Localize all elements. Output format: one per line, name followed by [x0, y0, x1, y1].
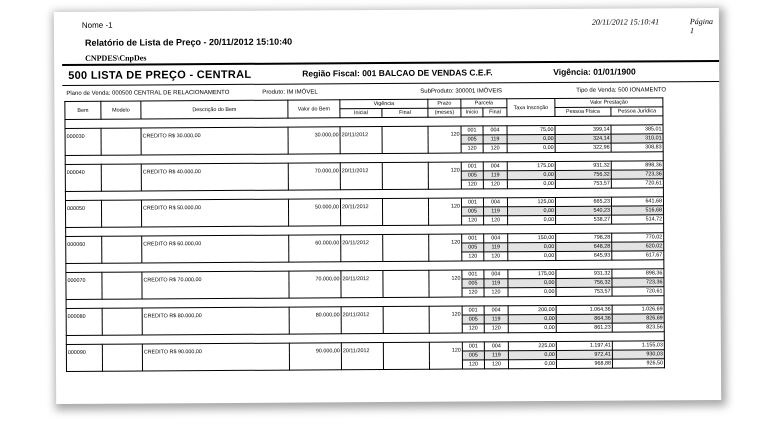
cell-taxa: 0,00 — [508, 323, 556, 332]
subproduto: SubProduto: 300001 IMÓVEIS — [420, 88, 503, 95]
cell-prazo: 120 — [429, 306, 462, 333]
cell-modelo — [102, 272, 142, 299]
cell-parcela-inicio: 005 — [462, 351, 484, 360]
cell-parcela-final: 004 — [484, 270, 508, 279]
cell-taxa: 0,00 — [507, 143, 555, 152]
cell-descricao: CREDITO R$ 70.000,00 — [142, 271, 289, 299]
cell-taxa: 150,00 — [508, 233, 556, 242]
cell-pf: 968,88 — [556, 359, 612, 368]
cell-pf: 753,57 — [556, 287, 612, 296]
report-page — [54, 8, 721, 404]
col-meses: (meses) — [428, 108, 461, 117]
cell-pj: 385,01 — [611, 125, 663, 134]
cell-descricao: CREDITO R$ 90.000,00 — [142, 343, 289, 371]
cell-taxa: 0,00 — [508, 215, 556, 224]
cell-pj: 723,36 — [611, 170, 663, 179]
col-valor: Valor do Bem — [288, 100, 340, 118]
cell-modelo — [101, 128, 141, 155]
page-number: Página 1 — [689, 17, 714, 36]
cell-taxa: 0,00 — [507, 134, 555, 143]
cell-taxa: 0,00 — [508, 278, 556, 287]
col-taxa: Taxa Inscrição — [507, 98, 555, 116]
cell-parcela-final: 120 — [484, 216, 508, 225]
cell-parcela-inicio: 001 — [461, 198, 483, 207]
cell-parcela-final: 120 — [484, 252, 508, 261]
cell-parcela-inicio: 120 — [462, 324, 484, 333]
cell-pf: 538,27 — [556, 215, 612, 224]
table-body — [65, 116, 665, 372]
cell-bem: 000050 — [65, 200, 101, 227]
col-parcela-final: Final — [483, 108, 507, 117]
cell-pf: 399,14 — [555, 125, 611, 134]
cell-pj: 898,36 — [611, 161, 663, 170]
cell-pj: 826,69 — [612, 314, 664, 323]
cell-prazo: 120 — [429, 342, 462, 369]
cell-descricao: CREDITO R$ 50.000,00 — [141, 199, 288, 227]
cell-parcela-final: 119 — [484, 315, 508, 324]
cell-vig-inicial: 20/11/2012 — [341, 307, 383, 334]
cell-parcela-inicio: 005 — [462, 315, 484, 324]
cell-vig-inicial: 20/11/2012 — [340, 163, 382, 190]
report-title: Relatório de Lista de Preço - 20/11/2012 15:10:40 — [84, 36, 293, 48]
cell-pj: 1.026,69 — [612, 305, 664, 314]
cell-modelo — [101, 164, 141, 191]
cell-prazo: 120 — [428, 126, 461, 153]
col-pf: Pessoa Física — [555, 107, 611, 116]
col-modelo: Modelo — [101, 101, 141, 119]
cell-parcela-final: 119 — [484, 351, 508, 360]
cell-parcela-inicio: 001 — [462, 234, 484, 243]
cell-pj: 1.155,03 — [612, 341, 664, 350]
cell-pf: 665,23 — [555, 197, 611, 206]
cell-pf: 648,28 — [556, 242, 612, 251]
cell-taxa: 0,00 — [507, 179, 555, 188]
cell-taxa: 200,00 — [508, 305, 556, 314]
cell-pj: 308,83 — [611, 143, 663, 152]
cell-pf: 540,23 — [556, 206, 612, 215]
cell-vig-final — [383, 234, 429, 261]
cell-valor: 50.000,00 — [288, 199, 340, 226]
cell-bem: 000030 — [65, 128, 101, 155]
cell-parcela-final: 004 — [484, 342, 508, 351]
regiao-fiscal: Região Fiscal: 001 BALCAO DE VENDAS C.E.F. — [302, 67, 493, 79]
cell-taxa: 0,00 — [508, 206, 556, 215]
cell-pf: 931,32 — [555, 161, 611, 170]
cell-pj: 720,61 — [612, 287, 664, 296]
cell-vig-inicial: 20/11/2012 — [341, 235, 383, 262]
cell-taxa: 75,00 — [507, 125, 555, 134]
cell-vig-final — [382, 162, 428, 189]
col-parcela-inicio: Inicio — [461, 108, 483, 117]
cell-parcela-final: 120 — [484, 288, 508, 297]
cell-pf: 861,23 — [556, 323, 612, 332]
cell-pj: 620,02 — [612, 242, 664, 251]
col-vigencia: Vigência — [340, 99, 428, 109]
cell-valor: 30.000,00 — [288, 127, 340, 154]
cell-vig-final — [383, 342, 429, 369]
cell-parcela-inicio: 120 — [462, 288, 484, 297]
cell-parcela-final: 119 — [483, 135, 507, 144]
cell-bem: 000040 — [65, 164, 101, 191]
cell-parcela-inicio: 001 — [462, 342, 484, 351]
col-pj: Pessoa Jurídica — [611, 107, 663, 116]
cell-vig-final — [383, 270, 429, 297]
cell-taxa: 0,00 — [508, 350, 556, 359]
cell-valor: 90.000,00 — [289, 343, 341, 370]
cell-prazo: 120 — [429, 270, 462, 297]
cell-parcela-inicio: 001 — [462, 306, 484, 315]
title-rule-top — [62, 60, 719, 66]
cell-parcela-inicio: 005 — [462, 279, 484, 288]
vigencia-header: Vigência: 01/01/1900 — [553, 66, 636, 77]
cell-parcela-inicio: 120 — [461, 180, 483, 189]
cell-pj: 310,01 — [611, 134, 663, 143]
col-vig-final: Final — [382, 108, 428, 117]
col-bem: Bem — [65, 101, 101, 119]
cell-taxa: 0,00 — [508, 251, 556, 260]
col-prazo: Prazo — [428, 99, 461, 108]
cell-descricao: CREDITO R$ 60.000,00 — [142, 235, 289, 263]
cell-parcela-inicio: 005 — [461, 171, 483, 180]
print-timestamp: 20/11/2012 15:10:41 — [591, 17, 660, 27]
cell-pf: 324,14 — [555, 134, 611, 143]
cell-parcela-final: 004 — [484, 306, 508, 315]
cell-parcela-final: 119 — [484, 279, 508, 288]
cell-valor: 70.000,00 — [289, 271, 341, 298]
title-rule-bottom — [62, 81, 719, 86]
cell-pf: 798,28 — [556, 233, 612, 242]
cell-pj: 617,67 — [612, 251, 664, 260]
cell-pj: 823,56 — [612, 323, 664, 332]
cell-parcela-inicio: 120 — [462, 216, 484, 225]
cell-descricao: CREDITO R$ 80.000,00 — [142, 307, 289, 335]
cell-pf: 864,36 — [556, 314, 612, 323]
cell-pf: 322,96 — [555, 143, 611, 152]
cell-bem: 000070 — [66, 272, 102, 299]
cell-vig-final — [382, 126, 428, 153]
cell-taxa: 0,00 — [508, 314, 556, 323]
cell-parcela-inicio: 001 — [461, 162, 483, 171]
cell-vig-inicial: 20/11/2012 — [341, 343, 383, 370]
cell-parcela-final: 004 — [483, 162, 507, 171]
cell-pf: 756,32 — [555, 170, 611, 179]
cell-parcela-inicio: 120 — [462, 360, 484, 369]
cell-prazo: 120 — [429, 234, 462, 261]
col-descricao: Descrição do Bem — [141, 100, 288, 119]
cell-pj: 926,50 — [612, 359, 664, 368]
cell-parcela-final: 004 — [483, 198, 507, 207]
col-parcela: Parcela — [461, 99, 507, 108]
cell-parcela-inicio: 001 — [461, 126, 483, 135]
cell-pj: 514,72 — [612, 215, 664, 224]
cell-parcela-final: 119 — [484, 207, 508, 216]
cell-taxa: 0,00 — [508, 287, 556, 296]
cell-descricao: CREDITO R$ 40.000,00 — [141, 163, 288, 191]
cell-bem: 000080 — [66, 308, 102, 335]
cell-parcela-inicio: 005 — [462, 207, 484, 216]
cell-pf: 972,41 — [556, 350, 612, 359]
col-valor-prestacao: Valor Prestação — [555, 98, 663, 108]
cell-valor: 60.000,00 — [289, 235, 341, 262]
cell-taxa: 175,00 — [507, 161, 555, 170]
cell-parcela-inicio: 005 — [461, 135, 483, 144]
cell-pj: 641,68 — [611, 197, 663, 206]
cell-pf: 931,32 — [556, 269, 612, 278]
cell-pj: 930,03 — [612, 350, 664, 359]
cell-vig-inicial: 20/11/2012 — [340, 127, 382, 154]
cell-bem: 000090 — [66, 344, 102, 371]
cell-pj: 898,36 — [612, 269, 664, 278]
cell-vig-final — [383, 306, 429, 333]
cell-taxa: 0,00 — [508, 359, 556, 368]
cell-parcela-final: 120 — [484, 324, 508, 333]
cell-pj: 723,36 — [612, 278, 664, 287]
cell-parcela-final: 120 — [483, 180, 507, 189]
cell-pf: 1.064,36 — [556, 305, 612, 314]
cell-taxa: 225,00 — [508, 341, 556, 350]
col-vig-inicial: Inicial — [340, 109, 382, 118]
cell-parcela-final: 119 — [483, 171, 507, 180]
cell-parcela-final: 119 — [484, 243, 508, 252]
cell-modelo — [101, 200, 141, 227]
cell-vig-inicial: 20/11/2012 — [340, 199, 382, 226]
cell-prazo: 120 — [428, 198, 461, 225]
cell-pf: 1.197,41 — [556, 341, 612, 350]
cell-parcela-inicio: 001 — [462, 270, 484, 279]
cell-valor: 80.000,00 — [289, 307, 341, 334]
tipo-venda: Tipo de Venda: 500 IONAMENTO — [576, 87, 667, 94]
list-title: 500 LISTA DE PREÇO - CENTRAL — [68, 68, 252, 82]
cell-valor: 70.000,00 — [288, 163, 340, 190]
cell-taxa: 125,00 — [507, 197, 555, 206]
price-table — [64, 97, 665, 372]
cell-descricao: CREDITO R$ 30.000,00 — [141, 127, 288, 155]
plano-venda: Plano de Venda: 000500 CENTRAL DE RELACIONAMENTO — [66, 89, 230, 97]
user-path: CNPDES\CnpDes — [85, 53, 147, 63]
cell-vig-final — [382, 198, 428, 225]
cell-parcela-final: 120 — [484, 360, 508, 369]
cell-modelo — [102, 344, 142, 371]
cell-parcela-inicio: 120 — [461, 144, 483, 153]
cell-prazo: 120 — [428, 162, 461, 189]
cell-parcela-inicio: 120 — [462, 252, 484, 261]
nome-label: Nome -1 — [81, 20, 113, 30]
cell-bem: 000060 — [66, 236, 102, 263]
cell-taxa: 0,00 — [507, 170, 555, 179]
cell-pf: 753,57 — [555, 179, 611, 188]
cell-pj: 720,61 — [611, 179, 663, 188]
cell-taxa: 175,00 — [508, 269, 556, 278]
cell-pj: 770,02 — [612, 233, 664, 242]
cell-vig-inicial: 20/11/2012 — [341, 271, 383, 298]
cell-parcela-inicio: 005 — [462, 243, 484, 252]
cell-modelo — [102, 236, 142, 263]
cell-pf: 756,32 — [556, 278, 612, 287]
produto: Produto: IM IMÓVEL — [262, 89, 318, 96]
cell-taxa: 0,00 — [508, 242, 556, 251]
cell-modelo — [102, 308, 142, 335]
cell-parcela-final: 120 — [483, 144, 507, 153]
cell-parcela-final: 004 — [484, 234, 508, 243]
cell-parcela-final: 004 — [483, 126, 507, 135]
cell-pj: 516,68 — [612, 206, 664, 215]
cell-pf: 645,93 — [556, 251, 612, 260]
